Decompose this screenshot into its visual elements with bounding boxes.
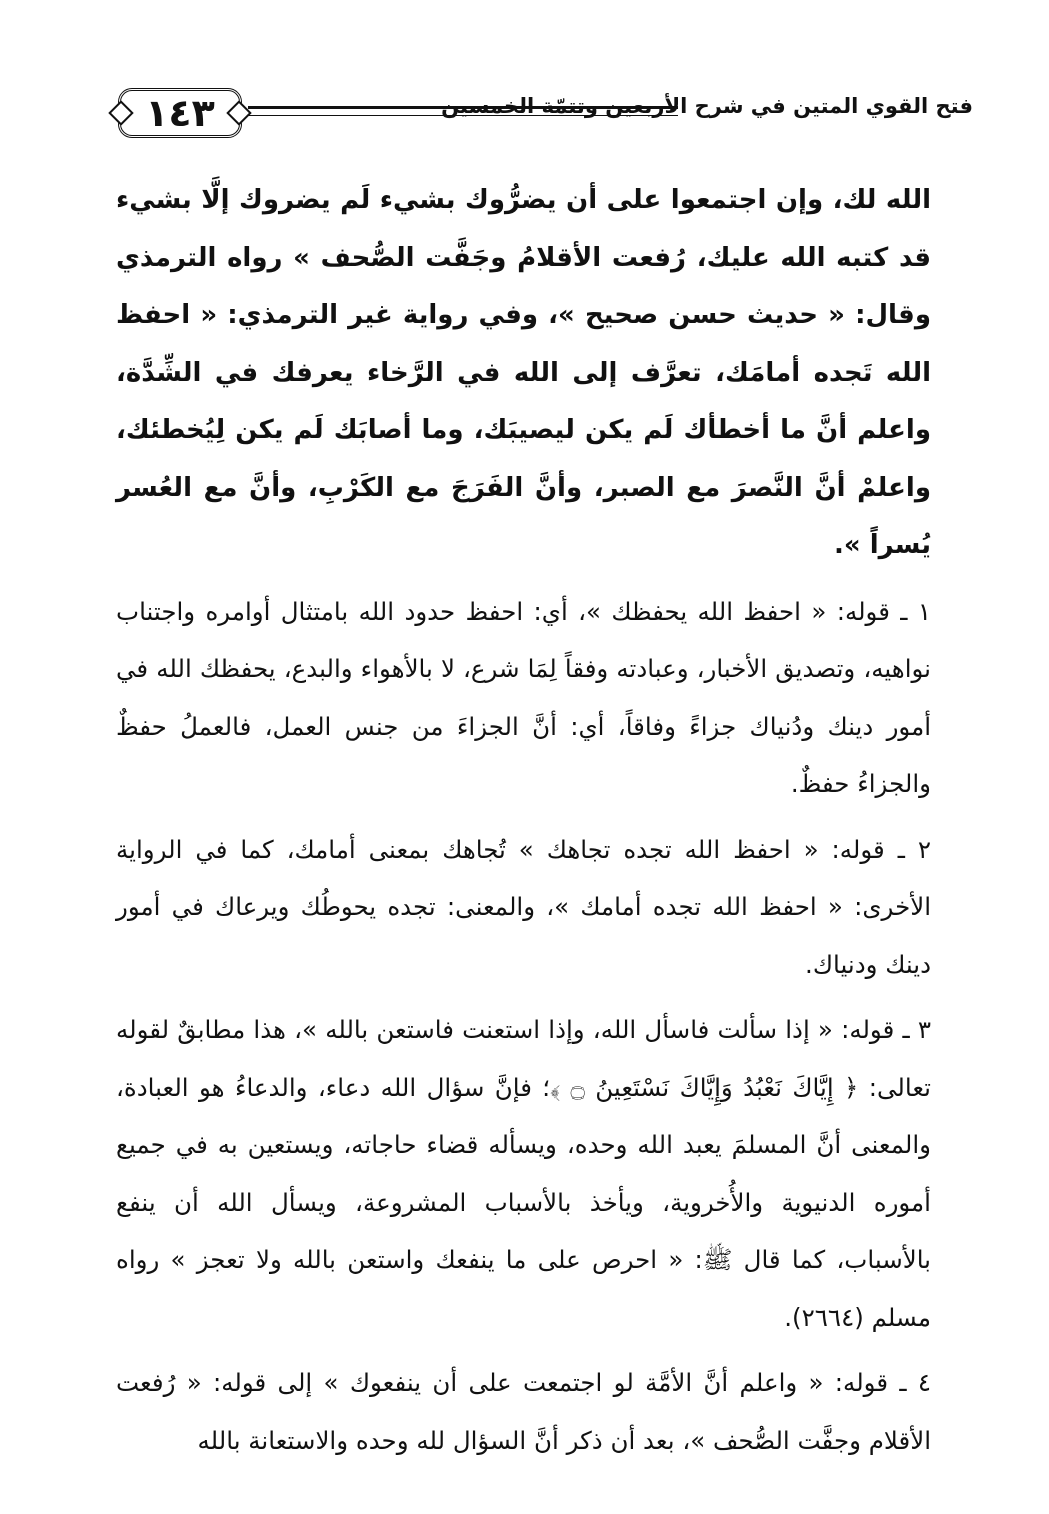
commentary-paragraph-3: ٣ ـ قوله: « إذا سألت فاسأل الله، وإذا استعنت فاستعن بالله »، هذا مطابقٌ لقوله تعالى: ﴿ إِيَّاكَ نَعْبُدُ وَإِيَّاكَ نَسْتَعِينُ ۝ ﴾؛ فإنَّ سؤال الله دعاء، والدعاءُ هو العبادة، والمعنى أنَّ المسلمَ يعبد الله وحده، ويسأله قضاء حاجاته، ويستعين به في جميع أموره الدنيوية والأُخروية، ويأخذ بالأسباب المشروعة، ويسأل الله أن ينفع بالأسباب، كما قال ﷺ: « احرص على ما ينفعك واستعن بالله ولا تعجز » رواه مسلم (٢٦٦٤).: [116, 1015, 932, 1332]
page-body: [116, 172, 931, 1477]
commentary-paragraph-4: ٤ ـ قوله: « واعلم أنَّ الأمَّة لو اجتمعت على أن ينفعوك » إلى قوله: « رُفعت الأقلام وجفَّت الصُّحف »، بعد أن ذكر أنَّ السؤال لله وحده والاستعانة بالله: [116, 1368, 931, 1455]
hadith-text-paragraph: الله لك، وإن اجتمعوا على أن يضرُّوك بشيء لَم يضروك إلَّا بشيء قد كتبه الله عليك، رُفعت الأقلامُ وجَفَّت الصُّحف » رواه الترمذي وقال: « حديث حسن صحيح »، وفي رواية غير الترمذي: « احفظ الله تَجده أمامَك، تعرَّف إلى الله في الرَّخاء يعرفك في الشِّدَّة، واعلم أنَّ ما أخطأك لَم يكن ليصيبَك، وما أصابَك لَم يكن لِيُخطئك، واعلمْ أنَّ النَّصرَ مع الصبر، وأنَّ الفَرَجَ مع الكَرْبِ، وأنَّ مع العُسر يُسراً ».: [116, 185, 931, 560]
commentary-paragraph-1: ١ ـ قوله: « احفظ الله يحفظك »، أي: احفظ حدود الله بامتثال أوامره واجتناب نواهيه، وتصديق الأخبار، وعبادته وفقاً لِمَا شرع، لا بالأهواء والبدع، يحفظك الله في أمور دينك ودُنياك جزاءً وفاقاً، أي: أنَّ الجزاءَ من جنس العمل، فالعملُ حفظٌ والجزاءُ حفظٌ.: [116, 596, 931, 798]
book-title: فتح القوي المتين في شرح الأربعين وتتمّة الخمسين: [441, 94, 973, 118]
page-number-frame: [118, 88, 242, 138]
page-number: ١٤٣: [145, 91, 215, 135]
commentary-paragraph-2: ٢ ـ قوله: « احفظ الله تجده تجاهك » تُجاهك بمعنى أمامك، كما في الرواية الأخرى: « احفظ الله تجده أمامك »، والمعنى: تجده يحوطُك ويرعاك في أمور دينك ودنياك.: [116, 834, 931, 979]
page-header: [118, 88, 973, 148]
